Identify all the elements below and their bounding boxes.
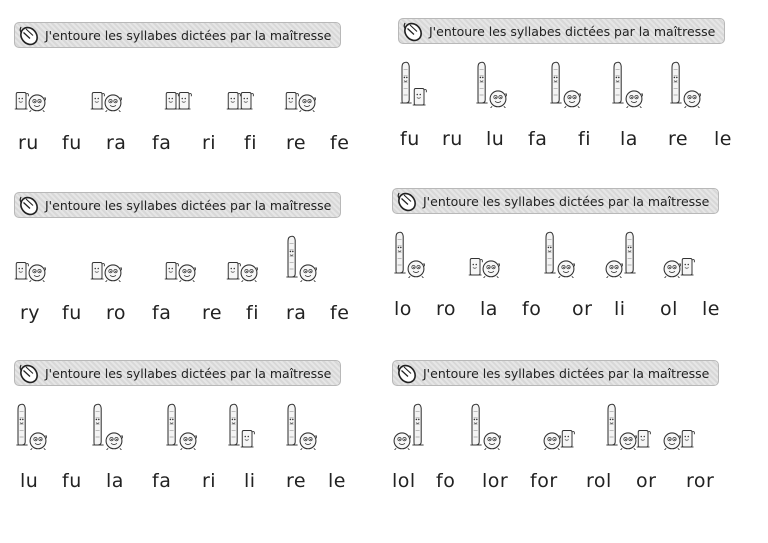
exercise-card [14,192,374,352]
letter-pictures [398,56,758,116]
letter-r-e-icon [90,230,125,286]
letter-l-o-r-icon [604,398,653,454]
letter-f-u-icon [610,56,646,112]
letter-f-e-icon [284,230,320,286]
instruction-text: J'entoure les syllabes dictées par la maîtresse [45,365,332,381]
instruction-text: J'entoure les syllabes dictées par la maîtresse [45,27,332,43]
letter-pictures [392,226,752,286]
syllable-word[interactable]: fa [152,302,172,324]
letter-l-u-icon [14,398,50,454]
letter-l-o-icon [392,226,428,282]
syllable-word[interactable]: fu [62,302,82,324]
instruction-text: J'entoure les syllabes dictées par la maîtresse [423,193,710,209]
syllable-row [392,298,752,328]
letter-l-a-icon [164,398,200,454]
letter-o-r-icon [662,398,697,454]
letter-pictures [392,398,752,458]
syllable-row [14,302,374,332]
syllable-word[interactable]: re [286,132,307,154]
instruction-text: J'entoure les syllabes dictées par la maîtresse [423,365,710,381]
syllable-word[interactable]: fu [62,132,82,154]
syllable-word[interactable]: le [328,470,346,492]
letter-l-e-icon [284,398,320,454]
syllable-word[interactable]: ry [20,302,41,324]
syllable-word[interactable]: or [572,298,593,320]
letter-f-o-icon [542,226,578,282]
syllable-word[interactable]: ri [202,470,217,492]
syllable-word[interactable]: ro [436,298,457,320]
syllable-word[interactable]: fo [436,470,456,492]
syllable-word[interactable]: fa [152,132,172,154]
syllable-word[interactable]: fi [244,132,257,154]
syllable-word[interactable]: lo [394,298,412,320]
syllable-word[interactable]: la [480,298,498,320]
instruction-banner [14,360,341,386]
syllable-word[interactable]: la [620,128,638,150]
syllable-word[interactable]: la [106,470,124,492]
syllable-word[interactable]: fi [578,128,591,150]
syllable-word[interactable]: or [636,470,657,492]
computer-mouse-icon [401,20,423,42]
syllable-word[interactable]: fa [528,128,548,150]
syllable-row [14,470,374,500]
syllable-word[interactable]: fe [330,302,350,324]
computer-mouse-icon [17,24,39,46]
syllable-word[interactable]: li [614,298,626,320]
syllable-word[interactable]: fa [152,470,172,492]
syllable-word[interactable]: lol [392,470,416,492]
syllable-word[interactable]: re [286,470,307,492]
letter-r-e-icon [284,60,319,116]
syllable-word[interactable]: ro [106,302,127,324]
syllable-word[interactable]: le [702,298,720,320]
syllable-row [14,132,374,162]
syllable-word[interactable]: ru [442,128,463,150]
syllable-word[interactable]: for [530,470,558,492]
syllable-word[interactable]: ri [202,132,217,154]
syllable-word[interactable]: ror [686,470,715,492]
exercise-card [392,360,752,520]
instruction-text: J'entoure les syllabes dictées par la maîtresse [45,197,332,213]
letter-o-r-icon [542,398,577,454]
syllable-word[interactable]: re [668,128,689,150]
letter-l-o-icon [90,398,126,454]
syllable-word[interactable]: fo [522,298,542,320]
syllable-word[interactable]: re [202,302,223,324]
instruction-text: J'entoure les syllabes dictées par la maîtresse [429,23,716,39]
syllable-word[interactable]: li [244,470,256,492]
exercise-card [14,22,374,182]
syllable-word[interactable]: ru [18,132,39,154]
exercise-card [392,188,752,348]
syllable-word[interactable]: rol [586,470,612,492]
syllable-word[interactable]: fu [62,470,82,492]
letter-f-o-icon [474,56,510,112]
letter-r-o-icon [468,226,503,282]
instruction-banner [392,188,719,214]
syllable-word[interactable]: fi [246,302,259,324]
computer-mouse-icon [17,362,39,384]
instruction-banner [14,192,341,218]
instruction-banner [398,18,725,44]
letter-o-l-icon [392,398,428,454]
syllable-word[interactable]: ra [106,132,127,154]
letter-r-i-icon [164,60,194,116]
letter-r-e-icon [14,230,49,286]
letter-pictures [14,398,374,458]
syllable-word[interactable]: ol [660,298,678,320]
letter-l-a-icon [548,56,584,112]
letter-pictures [14,230,374,290]
syllable-word[interactable]: fe [330,132,350,154]
computer-mouse-icon [395,190,417,212]
letter-pictures [14,60,374,120]
syllable-word[interactable]: lu [20,470,39,492]
letter-l-o-icon [468,398,504,454]
letter-o-l-icon [604,226,640,282]
letter-r-o-icon [90,60,125,116]
instruction-banner [392,360,719,386]
computer-mouse-icon [395,362,417,384]
syllable-word[interactable]: le [714,128,732,150]
letter-o-r-icon [662,226,697,282]
syllable-word[interactable]: ra [286,302,307,324]
exercise-card [398,18,758,178]
syllable-word[interactable]: lor [482,470,509,492]
letter-r-i-icon [226,60,256,116]
letter-r-a-icon [164,230,199,286]
letter-l-i-icon [226,398,257,454]
syllable-row [398,128,758,158]
syllable-row [392,470,752,500]
computer-mouse-icon [17,194,39,216]
instruction-banner [14,22,341,48]
exercise-card [14,360,374,520]
letter-r-e-icon [14,60,49,116]
letter-l-e-icon [668,56,704,112]
syllable-word[interactable]: lu [486,128,505,150]
syllable-word[interactable]: fu [400,128,420,150]
letter-l-i-icon [398,56,429,112]
letter-r-u-icon [226,230,261,286]
